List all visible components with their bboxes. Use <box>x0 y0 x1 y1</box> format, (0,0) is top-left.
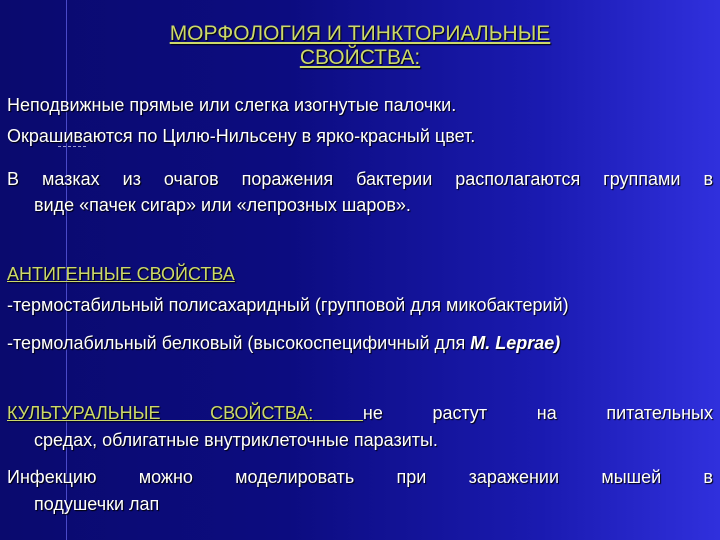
antigenic-item-1: -термостабильный полисахаридный (групповой для микобактерий) <box>7 295 569 315</box>
antigenic-item-2 <box>7 330 713 356</box>
cultural-line-3a: Инфекцию можно моделировать при заражении мышей в <box>7 467 713 487</box>
antigenic-item-2-text: -термолабильный белковый (высокоспецифичный для <box>7 333 471 353</box>
cultural-line-2: средах, облигатные внутриклеточные паразиты. <box>34 430 438 450</box>
species-name: M. Leprae) <box>470 333 561 353</box>
title-line-1: МОРФОЛОГИЯ И ТИНКТОРИАЛЬНЫЕ <box>169 22 551 45</box>
morphology-line-1: Неподвижные прямые или слегка изогнутые палочки. <box>7 95 457 115</box>
morphology-line-3a: В мазках из очагов поражения бактерии располагаются группами в <box>7 169 713 189</box>
cultural-line-1 <box>7 400 713 426</box>
morphology-line-3b: виде «пачек сигар» или «лепрозных шаров». <box>34 195 411 215</box>
slide-title <box>60 22 660 70</box>
antigenic-heading: АНТИГЕННЫЕ СВОЙСТВА <box>7 264 235 284</box>
cultural-heading-colon: : <box>308 403 314 423</box>
cultural-line-3b: подушечки лап <box>34 494 160 514</box>
title-line-2: СВОЙСТВА: <box>299 46 421 69</box>
cultural-heading: КУЛЬТУРАЛЬНЫЕ СВОЙСТВА <box>7 403 309 423</box>
morphology-line-2: Окрашиваются по Цилю-Нильсену в ярко-красный цвет. <box>7 126 476 146</box>
cultural-line-1-rest: не растут на питательных <box>362 403 713 423</box>
